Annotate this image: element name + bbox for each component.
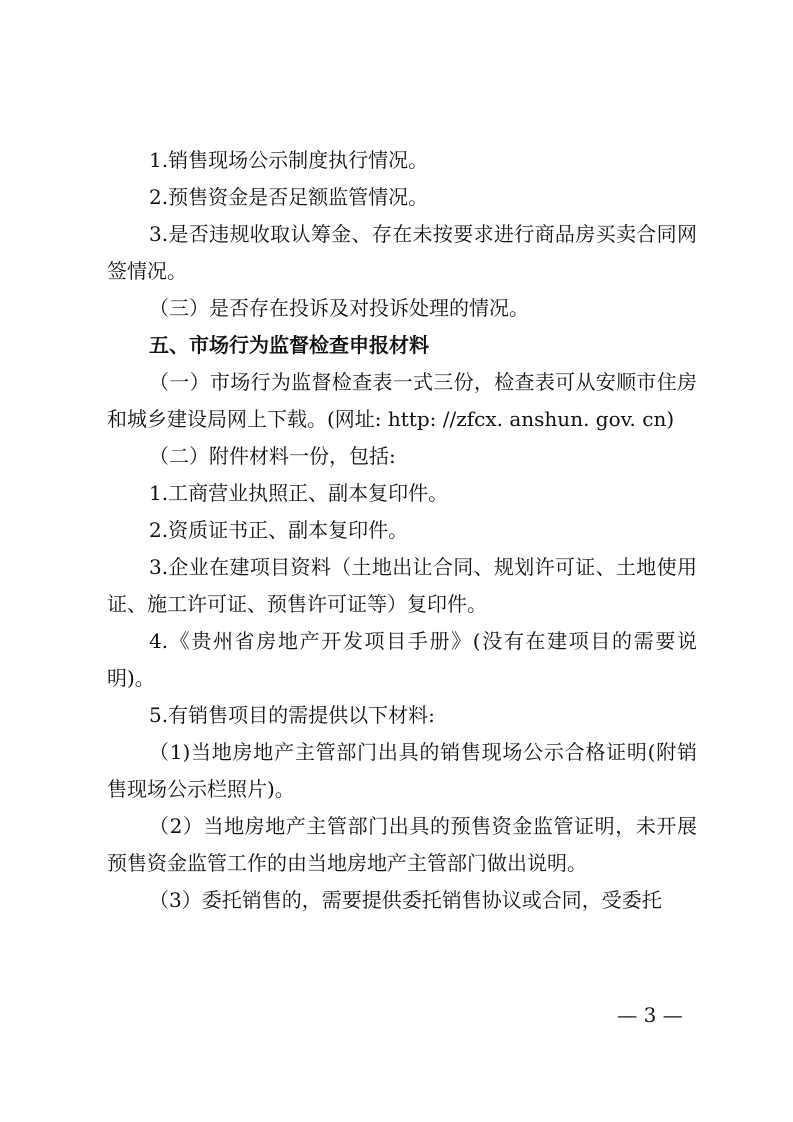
- paragraph-sales-proof: （1)当地房地产主管部门出具的销售现场公示合格证明(附销售现场公示栏照片)。: [107, 740, 697, 801]
- paragraph-attachment-5: 5.有销售项目的需提供以下材料:: [149, 703, 435, 727]
- paragraph-attachment-1: 1.工商营业执照正、副本复印件。: [149, 481, 449, 505]
- document-body: [107, 142, 697, 919]
- paragraph-attachment-4: 4.《贵州省房地产开发项目手册》(没有在建项目的需要说明)。: [107, 629, 697, 690]
- paragraph-fund-proof: （2）当地房地产主管部门出具的预售资金监管证明，未开展预售资金监管工作的由当地房地产主管部门做出说明。: [107, 814, 697, 875]
- page-number: — 3 —: [617, 1003, 683, 1027]
- paragraph-item-1: 1.销售现场公示制度执行情况。: [149, 148, 429, 172]
- section-heading-5: 五、市场行为监督检查申报材料: [149, 333, 429, 357]
- paragraph-subsection-1: （一）市场行为监督检查表一式三份，检查表可从安顺市住房和城乡建设局网上下载。(网址: http: //zfcx. anshun. gov. cn): [107, 370, 697, 431]
- paragraph-item-2: 2.预售资金是否足额监管情况。: [149, 185, 429, 209]
- paragraph-section-3: （三）是否存在投诉及对投诉处理的情况。: [149, 296, 529, 320]
- paragraph-attachment-2: 2.资质证书正、副本复印件。: [149, 518, 409, 542]
- paragraph-attachment-3: 3.企业在建项目资料（土地出让合同、规划许可证、土地使用证、施工许可证、预售许可证等）复印件。: [107, 555, 697, 616]
- paragraph-item-3: 3.是否违规收取认筹金、存在未按要求进行商品房买卖合同网签情况。: [107, 222, 697, 283]
- paragraph-subsection-2: （二）附件材料一份，包括:: [149, 444, 396, 468]
- paragraph-agency-sales: （3）委托销售的，需要提供委托销售协议或合同，受委托: [149, 888, 662, 912]
